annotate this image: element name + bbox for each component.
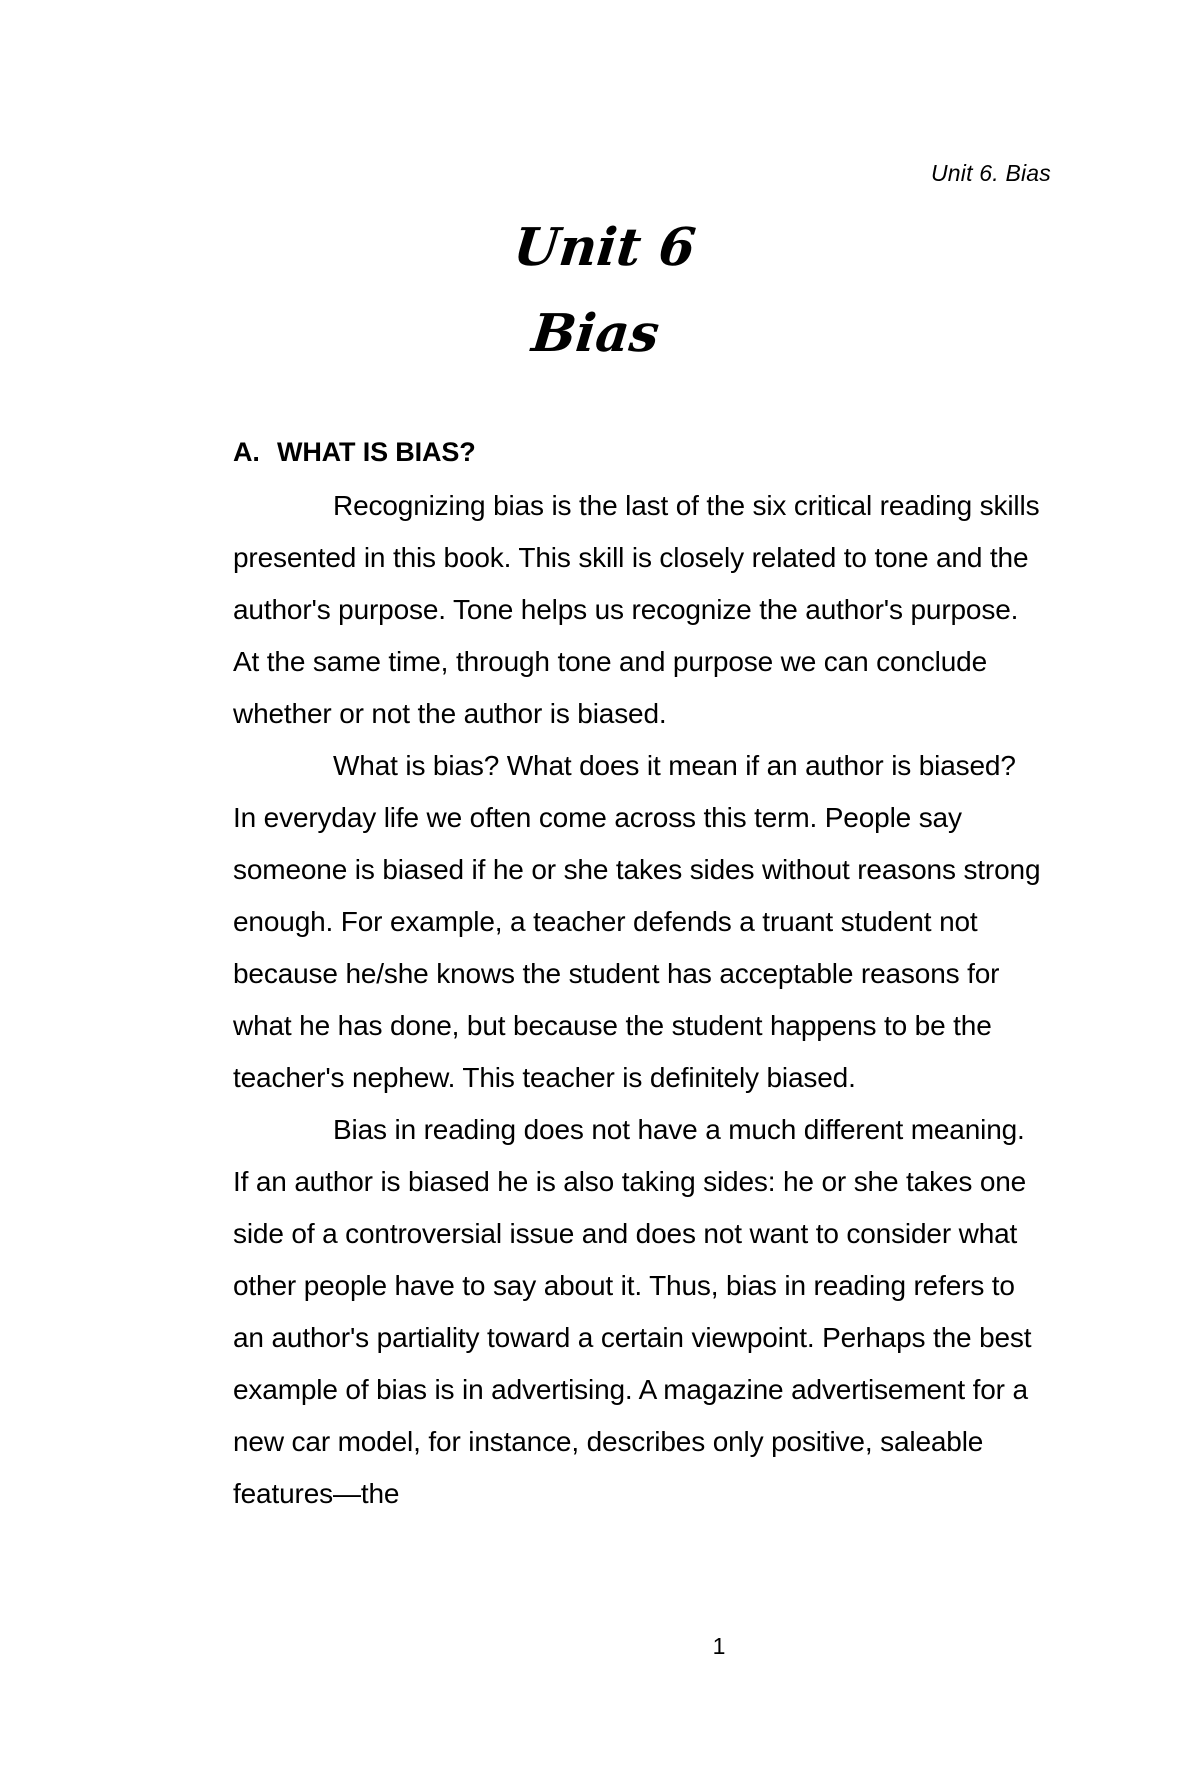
page-number: 1 <box>712 1633 726 1659</box>
section-heading-text: WHAT IS BIAS? <box>277 437 476 467</box>
section-heading <box>233 432 1043 472</box>
unit-title-line2: Bias <box>528 303 663 364</box>
unit-title-line1: Unit 6 <box>510 217 699 278</box>
section-label: A. <box>233 437 260 467</box>
body-text <box>233 432 1043 1520</box>
paragraph-3: Bias in reading does not have a much different meaning. If an author is biased he is also taking sides: he or she takes one side of a controversial issue and does not want to consider what other people have to say about it. Thus, bias in reading refers to an author's partiality toward a certain viewpoint. Perhaps the best example of bias is in advertising. A magazine advertisement for a new car model, for instance, describes only positive, saleable features—the <box>233 1114 1032 1509</box>
paragraph-1: Recognizing bias is the last of the six critical reading skills presented in this book. This skill is closely related to tone and the author's purpose. Tone helps us recognize the author's purpose. At the same time, through tone and purpose we can conclude whether or not the author is biased. <box>233 490 1040 729</box>
unit-title <box>0 205 1200 377</box>
paragraph-2: What is bias? What does it mean if an author is biased? In everyday life we often come across this term. People say someone is biased if he or she takes sides without reasons strong enough. For example, a teacher defends a truant student not because he/she knows the student has acceptable reasons for what he has done, but because the student happens to be the teacher's nephew. This teacher is definitely biased. <box>233 750 1041 1093</box>
running-header: Unit 6. Bias <box>930 160 1051 186</box>
